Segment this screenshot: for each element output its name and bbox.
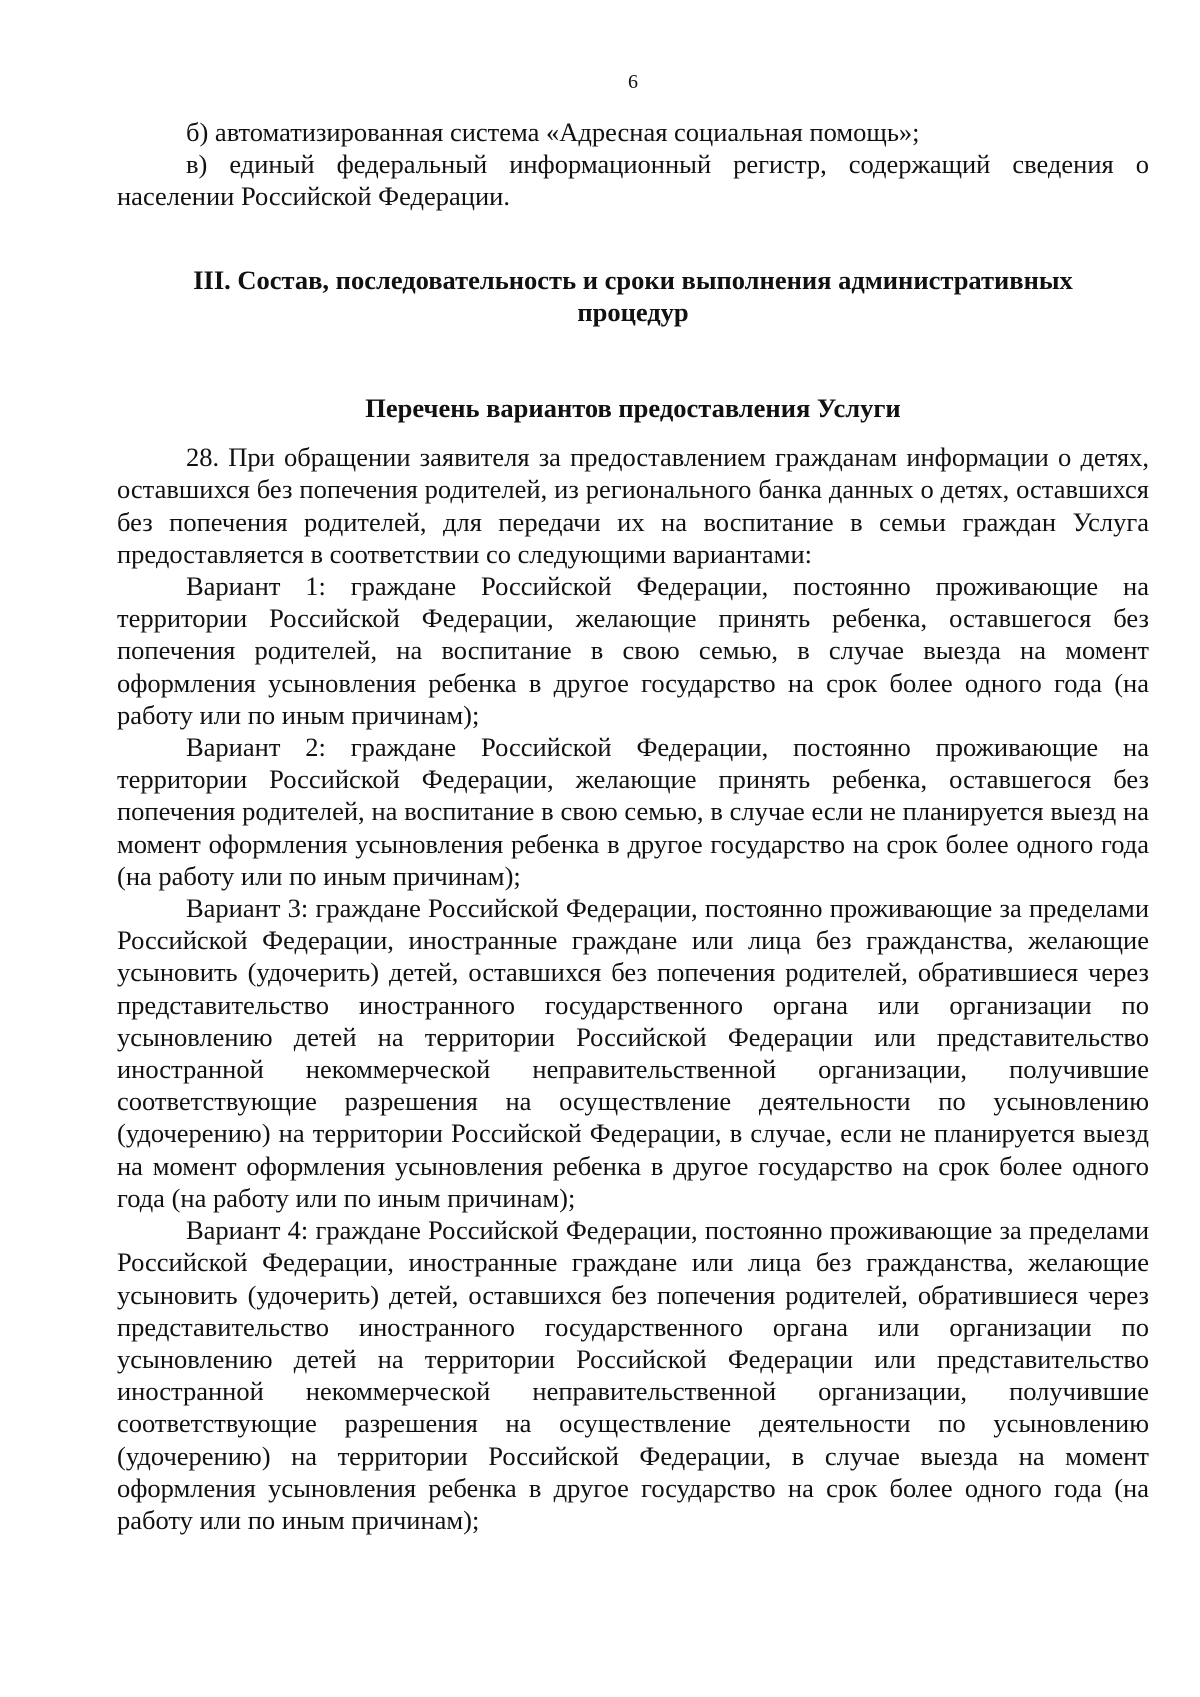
variant-2: Вариант 2: граждане Российской Федерации, постоянно проживающие на территории Российской Федерации, желающие принять ребенка, оставшегося без попечения родителей, на воспитание в свою семью, в случае если не планируется выезд на момент оформления усыновления ребенка в другое государство на срок более одного года (на работу или по иным причинам); — [117, 732, 1149, 891]
subheading: Перечень вариантов предоставления Услуги — [365, 393, 901, 424]
document-page — [117, 70, 1149, 1536]
paragraph-28: 28. При обращении заявителя за предоставлением гражданам информации о детях, оставшихся без попечения родителей, из регионального банка данных о детях, оставшихся без попечения родителей, для передачи их на воспитание в семьи граждан Услуга предоставляется в соответствии со следующими вариантами: — [117, 442, 1149, 569]
page-number: 6 — [628, 71, 638, 93]
intro-item-v: в) единый федеральный информационный регистр, содержащий сведения о населении Российской Федерации. — [117, 149, 1149, 212]
variant-1: Вариант 1: граждане Российской Федерации, постоянно проживающие на территории Российской Федерации, желающие принять ребенка, оставшегося без попечения родителей, на воспитание в свою семью, в случае выезда на момент оформления усыновления ребенка в другое государство на срок более одного года (на работу или по иным причинам); — [117, 571, 1149, 730]
spacer — [117, 424, 1149, 441]
spacer — [117, 213, 1149, 264]
intro-item-b: б) автоматизированная система «Адресная социальная помощь»; — [186, 117, 920, 147]
variant-3: Вариант 3: граждане Российской Федерации, постоянно проживающие за пределами Российской Федерации, иностранные граждане или лица без гражданства, желающие усыновить (удочерить) детей, оставшихся без попечения родителей, обратившиеся через представительство иностранного государственного органа или организации по усыновлению детей на территории Российской Федерации или представительство иностранной некоммерческой неправительственной организации, получившие соответствующие разрешения на осуществление деятельности по усыновлению (удочерению) на территории Российской Федерации, в случае, если не планируется выезд на момент оформления усыновления ребенка в другое государство на срок более одного года (на работу или по иным причинам); — [117, 893, 1149, 1213]
section-heading: III. Состав, последовательность и сроки выполнения административных процедур — [193, 264, 1073, 327]
spacer — [117, 328, 1149, 392]
variant-4: Вариант 4: граждане Российской Федерации, постоянно проживающие за пределами Российской Федерации, иностранные граждане или лица без гражданства, желающие усыновить (удочерить) детей, оставшихся без попечения родителей, обратившиеся через представительство иностранного государственного органа или организации по усыновлению детей на территории Российской Федерации или представительство иностранной некоммерческой неправительственной организации, получившие соответствующие разрешения на осуществление деятельности по усыновлению (удочерению) на территории Российской Федерации, в случае выезда на момент оформления усыновления ребенка в другое государство на срок более одного года (на работу или по иным причинам); — [117, 1215, 1149, 1535]
